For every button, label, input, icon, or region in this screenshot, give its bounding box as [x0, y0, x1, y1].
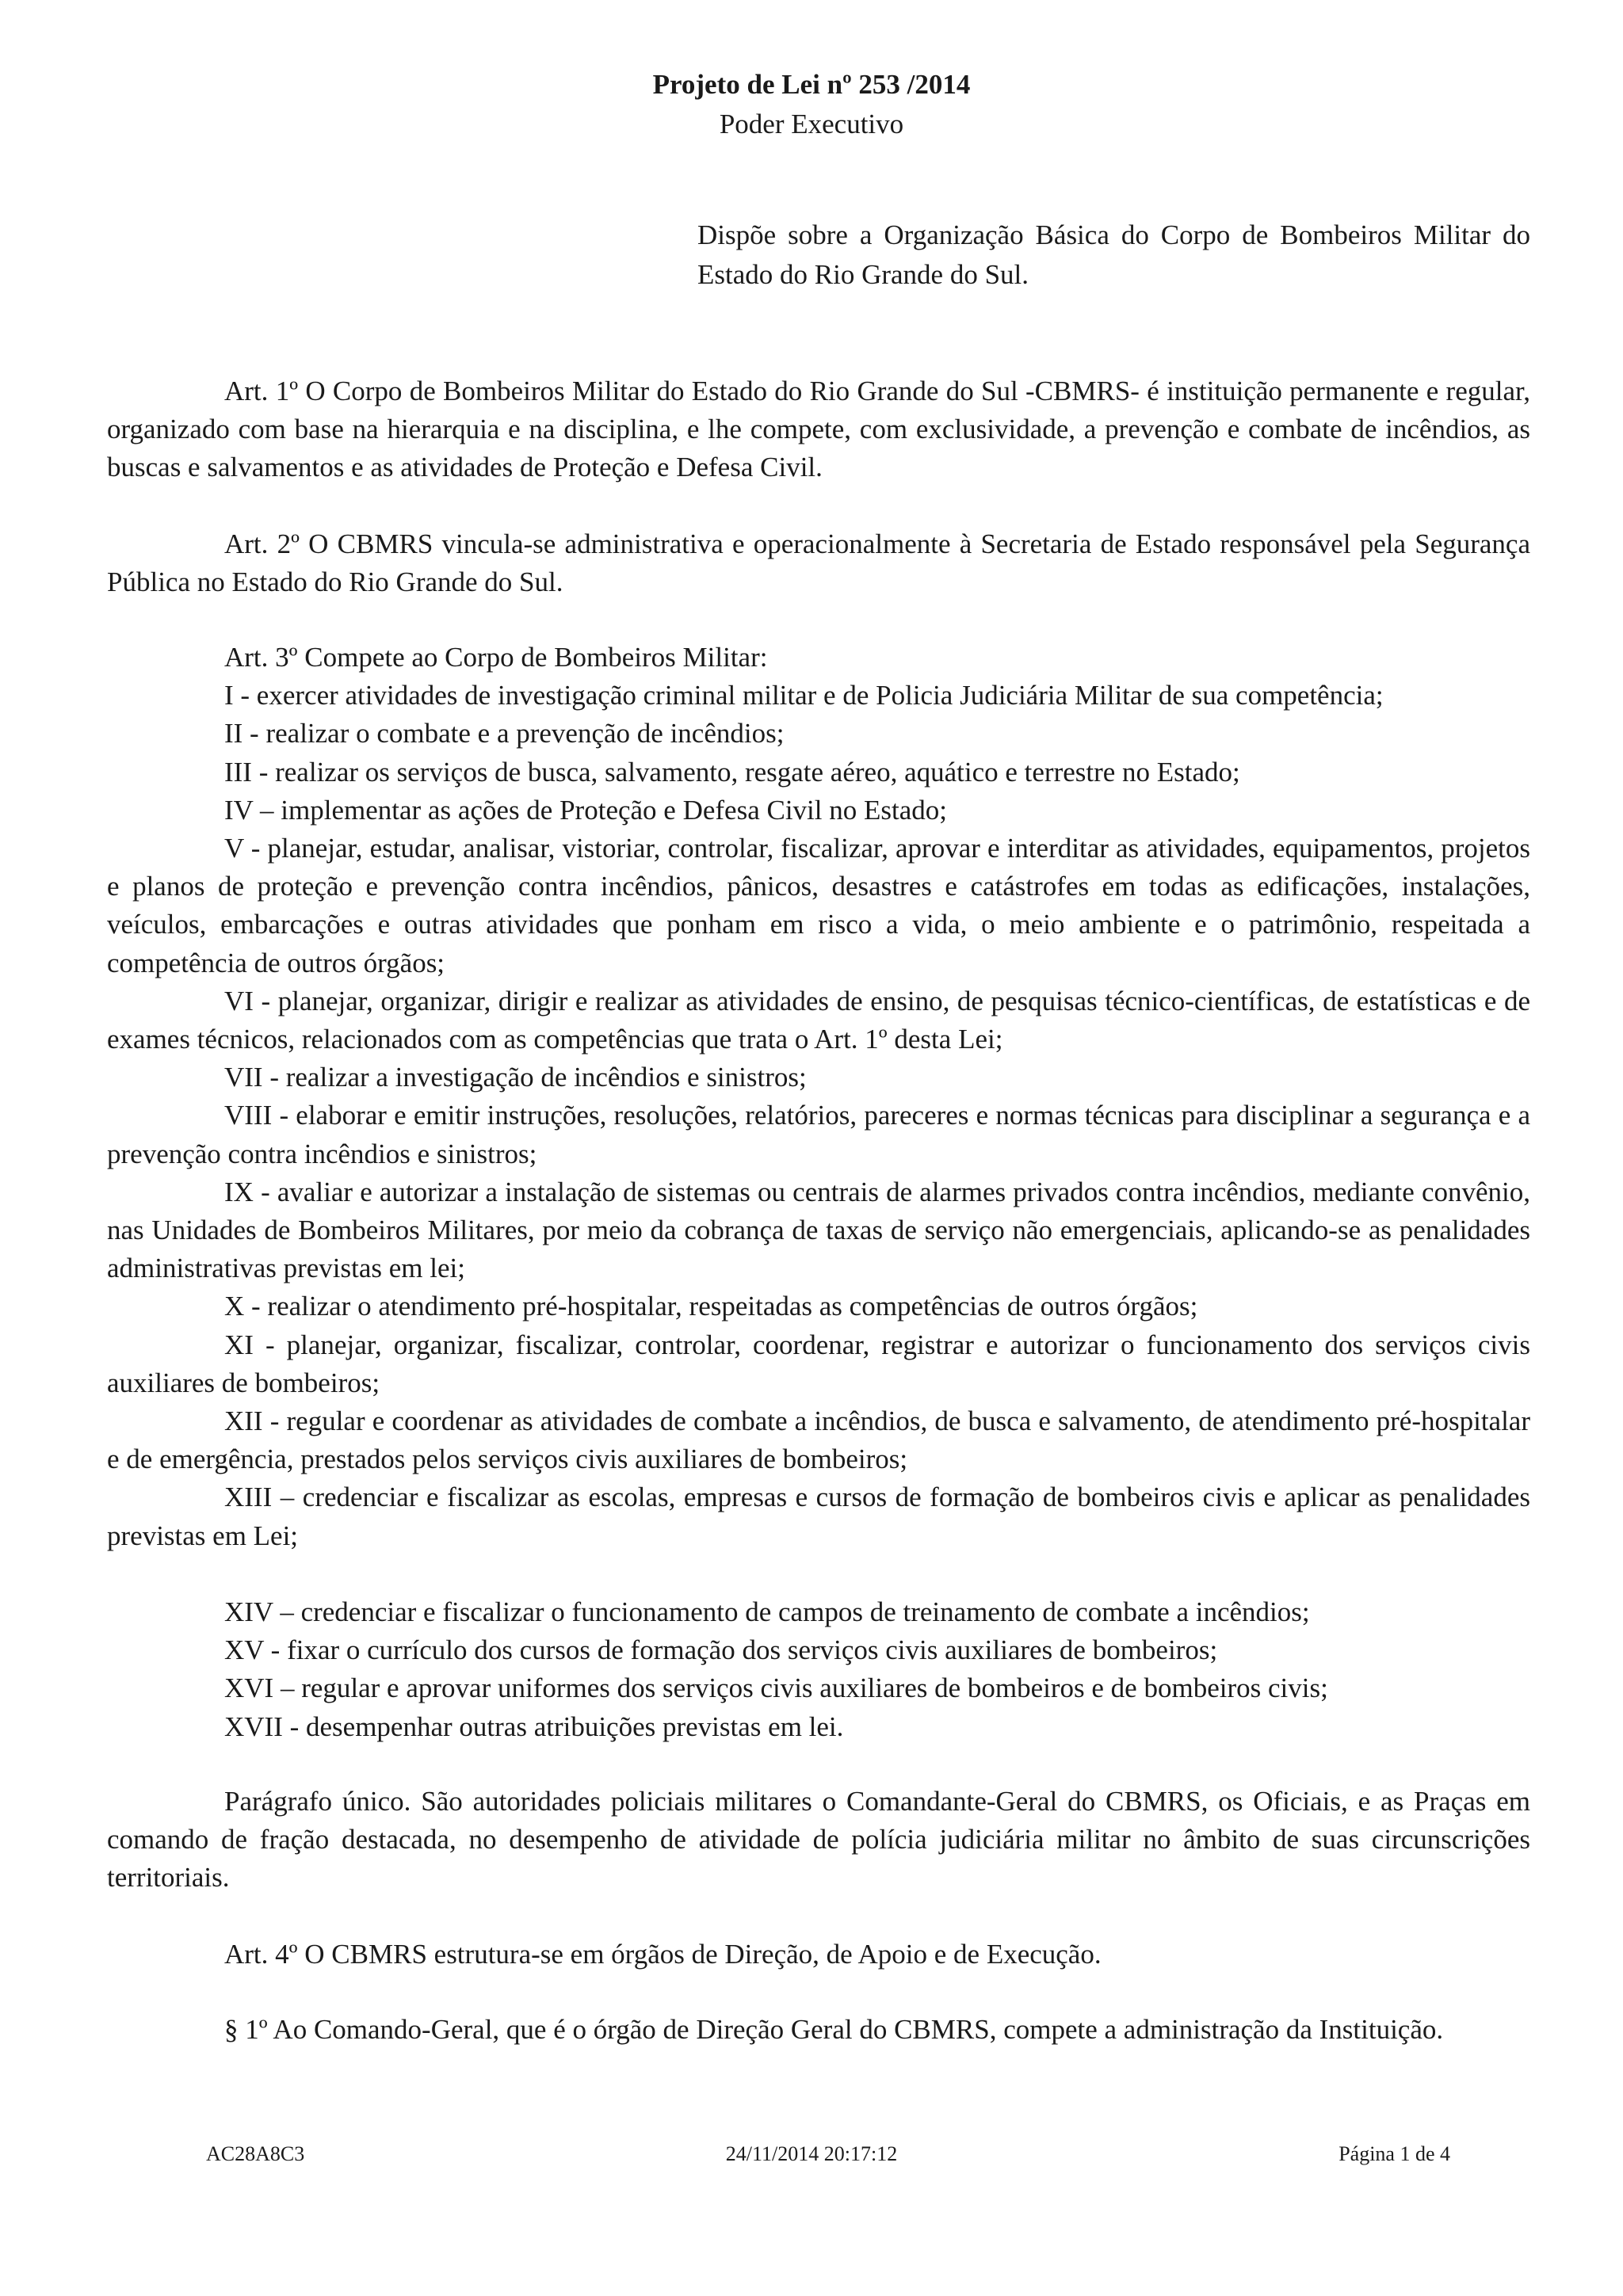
item-ix: IX - avaliar e autorizar a instalação de sistemas ou centrais de alarmes privados contra incêndios, mediante convênio, nas Unidades de Bombeiros Militares, por meio da cobrança de taxas de serviço não emergenciais, aplicando-se as penalidades administrativas previstas em lei; [107, 1176, 1530, 1284]
ementa: Dispõe sobre a Organização Básica do Corpo de Bombeiros Militar do Estado do Rio Grande do Sul. [697, 219, 1530, 290]
page-title: Projeto de Lei nº 253 /2014 [652, 69, 971, 100]
item-ii: II - realizar o combate e a prevenção de incêndios; [224, 718, 785, 749]
item-iii: III - realizar os serviços de busca, salvamento, resgate aéreo, aquático e terrestre no Estado; [224, 756, 1240, 788]
item-v: V - planejar, estudar, analisar, vistoriar, controlar, fiscalizar, aprovar e interditar as atividades, equipamentos, projetos e planos de proteção e prevenção contra incêndios, pânicos, desastres e catástrofes em todas as edificações, instalações, veículos, embarcações e outras atividades que ponham em risco a vida, o meio ambiente e o patrimônio, respeitada a competência de outros órgãos; [107, 833, 1530, 978]
footer-datetime: 24/11/2014 20:17:12 [725, 2142, 898, 2165]
footer-document-code: AC28A8C3 [206, 2142, 305, 2165]
article-2: Art. 2º O CBMRS vincula-se administrativa e operacionalmente à Secretaria de Estado responsável pela Segurança Pública no Estado do Rio Grande do Sul. [107, 528, 1530, 597]
item-i: I - exercer atividades de investigação criminal militar e de Policia Judiciária Militar de sua competência; [224, 680, 1384, 711]
document-header [0, 65, 1623, 144]
article-1: Art. 1º O Corpo de Bombeiros Militar do Estado do Rio Grande do Sul -CBMRS- é instituição permanente e regular, organizado com base na hierarquia e na disciplina, e lhe compete, com exclusividade, a prevenção e combate de incêndios, as buscas e salvamentos e as atividades de Proteção e Defesa Civil. [107, 376, 1530, 483]
item-xii: XII - regular e coordenar as atividades de combate a incêndios, de busca e salvamento, de atendimento pré-hospitalar e de emergência, prestados pelos serviços civis auxiliares de bombeiros; [107, 1405, 1530, 1475]
document-body [107, 372, 1530, 2049]
item-xvi: XVI – regular e aprovar uniformes dos serviços civis auxiliares de bombeiros e de bombeiros civis; [224, 1672, 1328, 1704]
item-vii: VII - realizar a investigação de incêndios e sinistros; [224, 1062, 807, 1093]
item-viii: VIII - elaborar e emitir instruções, resoluções, relatórios, pareceres e normas técnicas para disciplinar a segurança e a prevenção contra incêndios e sinistros; [107, 1100, 1530, 1169]
item-vi: VI - planejar, organizar, dirigir e realizar as atividades de ensino, de pesquisas técnico-científicas, de estatísticas e de exames técnicos, relacionados com as competências que trata o Art. 1º desta Lei; [107, 985, 1530, 1055]
paragrafo-unico: Parágrafo único. São autoridades policiais militares o Comandante-Geral do CBMRS, os Oficiais, e as Praças em comando de fração destacada, no desempenho de atividade de polícia judiciária militar no âmbito de suas circunscrições territoriais. [107, 1785, 1530, 1894]
article-3: Art. 3º Compete ao Corpo de Bombeiros Militar: [224, 642, 768, 673]
item-xvii: XVII - desempenhar outras atribuições previstas em lei. [224, 1711, 844, 1742]
item-x: X - realizar o atendimento pré-hospitalar, respeitadas as competências de outros órgãos; [224, 1291, 1198, 1322]
item-xiii: XIII – credenciar e fiscalizar as escolas, empresas e cursos de formação de bombeiros civis e aplicar as penalidades previstas em Lei; [107, 1482, 1530, 1551]
article-4: Art. 4º O CBMRS estrutura-se em órgãos de Direção, de Apoio e de Execução. [224, 1939, 1102, 1970]
page-subtitle: Poder Executivo [719, 109, 904, 139]
item-iv: IV – implementar as ações de Proteção e Defesa Civil no Estado; [224, 794, 947, 826]
article-4-paragraph-1: § 1º Ao Comando-Geral, que é o órgão de Direção Geral do CBMRS, compete a administração da Instituição. [224, 2013, 1444, 2045]
footer-page-number: Página 1 de 4 [1338, 2142, 1450, 2165]
item-xi: XI - planejar, organizar, fiscalizar, controlar, coordenar, registrar e autorizar o funcionamento dos serviços civis auxiliares de bombeiros; [107, 1329, 1530, 1398]
item-xv: XV - fixar o currículo dos cursos de formação dos serviços civis auxiliares de bombeiros; [224, 1634, 1218, 1666]
item-xiv: XIV – credenciar e fiscalizar o funcionamento de campos de treinamento de combate a incêndios; [224, 1596, 1310, 1627]
